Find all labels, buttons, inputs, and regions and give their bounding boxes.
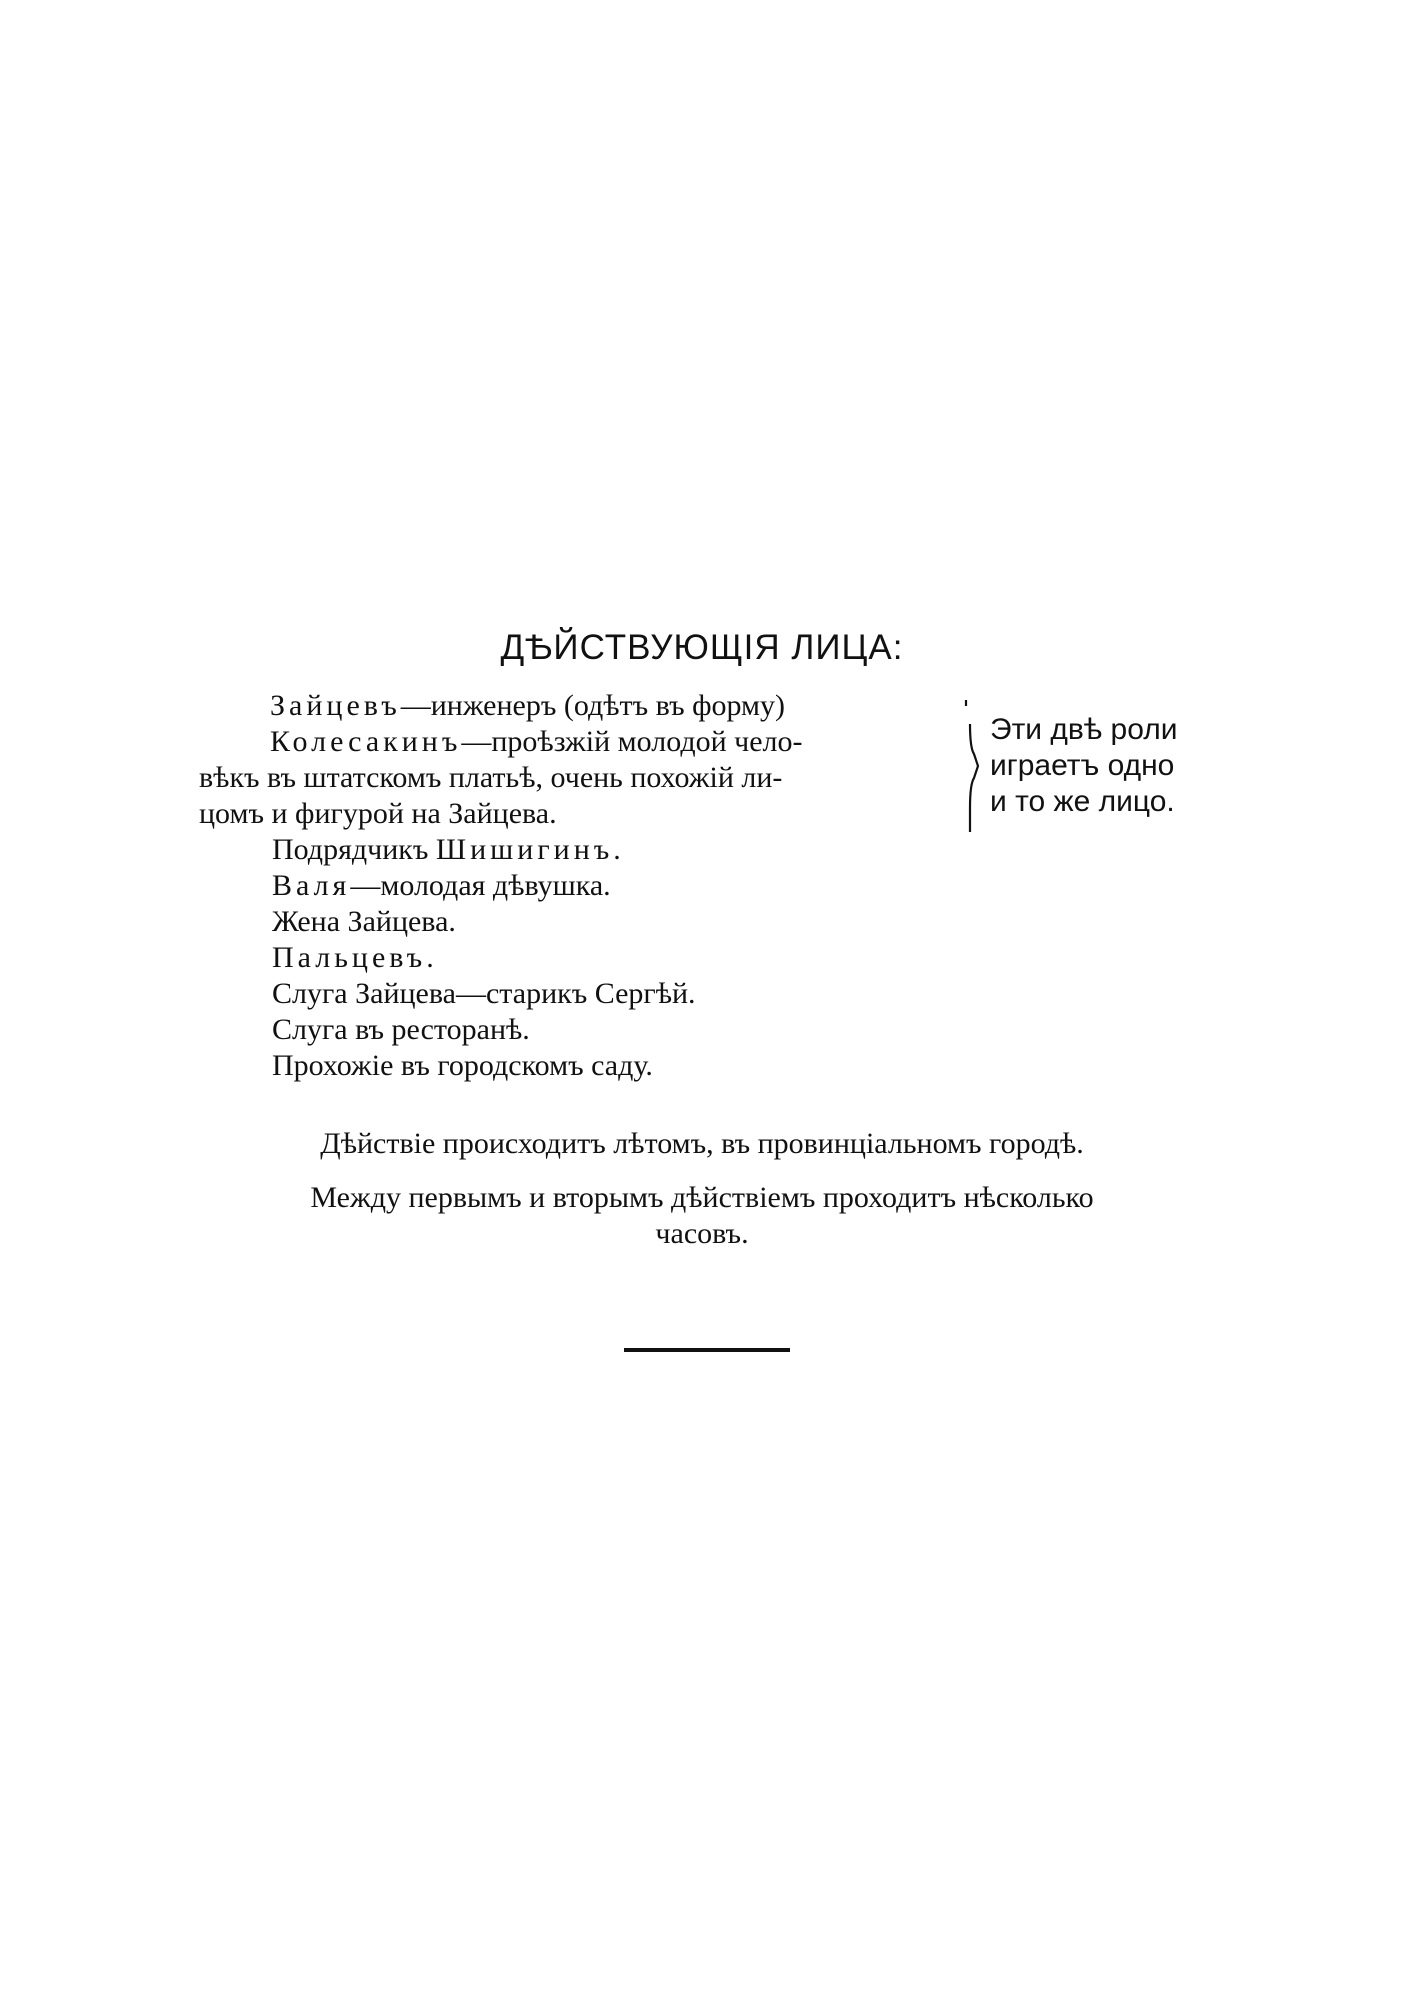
cast-entry-zaitsev (270, 688, 785, 724)
cast-punctuation: . (613, 833, 621, 866)
cast-entry-wife: Жена Зайцева. (272, 905, 456, 938)
cast-entry-continuation: цомъ и фигурой на Зайцева. (199, 797, 557, 830)
setting-line: часовъ. (655, 1217, 749, 1250)
cast-entry-valya (272, 868, 611, 904)
cast-entry-kolesakin (270, 724, 803, 760)
brace-bracket (964, 698, 984, 834)
side-note-line: играетъ одно (990, 749, 1175, 782)
cast-entry-shishigin (272, 832, 621, 868)
cast-entry-continuation: вѣкъ въ штатскомъ платьѣ, очень похожій ли- (199, 761, 783, 794)
cast-entry-servant: Слуга Зайцева—старикъ Сергѣй. (272, 977, 696, 1010)
cast-description: —молодая дѣвушка. (350, 869, 611, 902)
setting-line: Между первымъ и вторымъ дѣйствіемъ проходитъ нѣсколько (310, 1181, 1094, 1214)
cast-description: —проѣзжій молодой чело- (461, 725, 803, 758)
cast-entry-waiter: Слуга въ ресторанѣ. (272, 1013, 530, 1046)
cast-name: Зайцевъ (270, 689, 401, 722)
page-title: ДѢЙСТВУЮЩІЯ ЛИЦА: (500, 628, 904, 667)
cast-name: Колесакинъ (270, 725, 462, 758)
side-note-line: Эти двѣ роли (990, 713, 1178, 746)
cast-name: Валя (272, 869, 351, 902)
cast-name: Шишигинъ (435, 833, 614, 866)
cast-description: —инженеръ (одѣтъ въ форму) (400, 689, 786, 722)
section-divider (624, 1348, 790, 1352)
cast-entry-paltsev: Пальцевъ. (272, 941, 438, 974)
cast-description: Подрядчикъ (272, 833, 436, 866)
setting-line: Дѣйствіе происходитъ лѣтомъ, въ провинціальномъ городѣ. (320, 1127, 1084, 1160)
cast-entry-passers: Прохожіе въ городскомъ саду. (272, 1049, 653, 1082)
side-note-line: и то же лицо. (990, 785, 1175, 818)
